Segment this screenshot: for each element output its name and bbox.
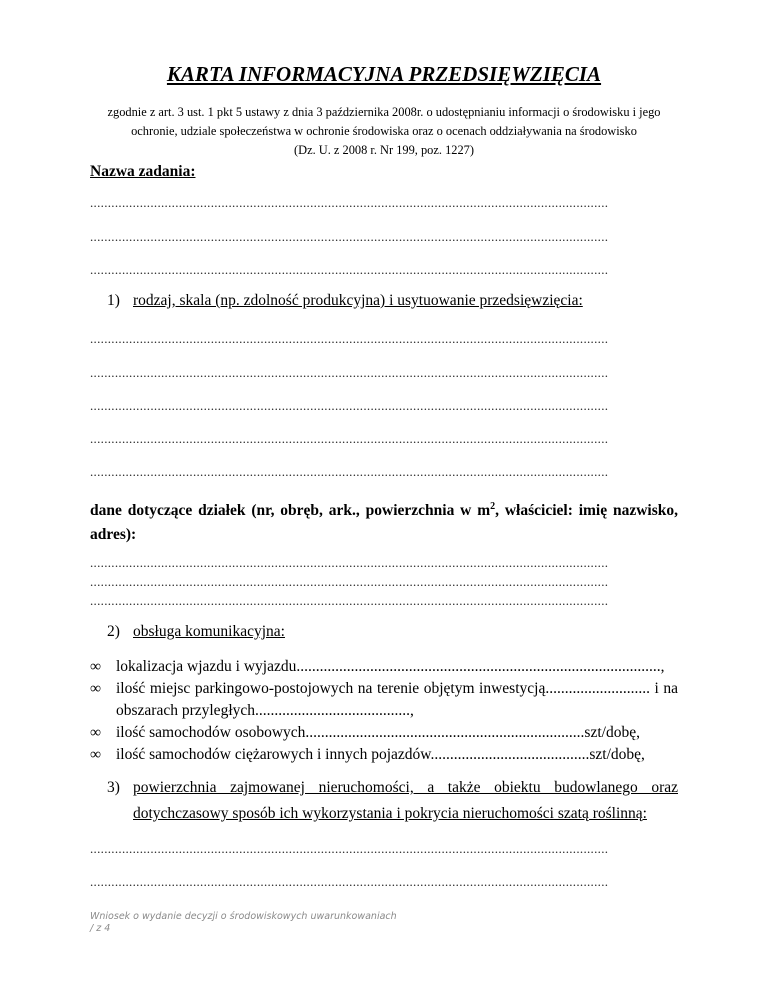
bullet-text: ilość samochodów osobowych........................................................................szt/dobę, <box>116 724 640 741</box>
bullet-text: ilość miejsc parkingowo-postojowych na terenie objętym inwestycją........................... i na obszarach przyległych........................................, <box>116 680 678 719</box>
fill-line: .................................................................................................................................................. <box>90 464 609 479</box>
fill-line: .................................................................................................................................................. <box>90 331 609 346</box>
fill-line: .................................................................................................................................................. <box>90 841 609 856</box>
infinity-bullet-icon: ∞ <box>90 680 102 697</box>
fill-line: .................................................................................................................................................. <box>90 874 609 889</box>
item-3-heading <box>107 775 678 827</box>
list-item <box>90 744 678 766</box>
legal-basis-line-1: zgodnie z art. 3 ust. 1 pkt 5 ustawy z dnia 3 października 2008r. o udostępnianiu informacji o środowisku i jego <box>107 105 661 119</box>
legal-basis-line-2: ochronie, udziale społeczeństwa w ochronie środowiska oraz o ocenach oddziaływania na środowisko <box>131 124 637 138</box>
fill-line: .................................................................................................................................................. <box>90 398 609 413</box>
fill-line: .................................................................................................................................................. <box>90 574 609 589</box>
nazwa-zadania-label: Nazwa zadania: <box>90 163 196 180</box>
fill-line: .................................................................................................................................................. <box>90 431 609 446</box>
fill-line: .................................................................................................................................................. <box>90 365 609 380</box>
fill-line: .................................................................................................................................................. <box>90 593 609 608</box>
item-2-text: obsługa komunikacyjna: <box>133 623 285 640</box>
dzialki-superscript: 2 <box>490 501 496 512</box>
document-title: KARTA INFORMACYJNA PRZEDSIĘWZIĘCIA <box>166 62 602 86</box>
legal-basis-line-3: (Dz. U. z 2008 r. Nr 199, poz. 1227) <box>294 143 474 157</box>
bullet-text: lokalizacja wjazdu i wyjazdu.............................................................................................., <box>116 658 665 675</box>
fill-line: .................................................................................................................................................. <box>90 262 609 277</box>
item-2-heading <box>107 623 285 641</box>
bullet-text: ilość samochodów ciężarowych i innych pojazdów.........................................szt/dobę, <box>116 746 645 763</box>
item-2-number: 2) <box>107 623 120 640</box>
infinity-bullet-icon: ∞ <box>90 724 102 741</box>
item-1-heading <box>107 292 583 310</box>
fill-line: .................................................................................................................................................. <box>90 195 609 210</box>
item-3-text-line-1: powierzchnia zajmowanej nieruchomości, a także obiektu budowlanego oraz <box>133 779 678 796</box>
dzialki-text-before: dane dotyczące działek (nr, obręb, ark., powierzchnia w m <box>90 502 491 520</box>
fill-line: .................................................................................................................................................. <box>90 229 609 244</box>
footer-doc-name: Wniosek o wydanie decyzji o środowiskowych uwarunkowaniach <box>90 911 397 922</box>
footer-page-number: / z 4 <box>90 923 111 934</box>
item-1-number: 1) <box>107 292 120 309</box>
item-3-text-line-2: dotychczasowy sposób ich wykorzystania i pokrycia nieruchomości szatą roślinną: <box>133 805 647 822</box>
dzialki-heading <box>90 495 678 547</box>
list-item <box>90 722 678 744</box>
list-item <box>90 656 678 678</box>
item-1-text: rodzaj, skala (np. zdolność produkcyjna) i usytuowanie przedsięwzięcia: <box>133 292 583 309</box>
item-3-number: 3) <box>107 779 120 796</box>
infinity-bullet-icon: ∞ <box>90 658 102 675</box>
infinity-bullet-icon: ∞ <box>90 746 102 763</box>
dzialki-text-after: , właściciel: imię nazwisko, adres): <box>90 502 678 544</box>
list-item <box>90 678 678 722</box>
fill-line: .................................................................................................................................................. <box>90 555 609 570</box>
